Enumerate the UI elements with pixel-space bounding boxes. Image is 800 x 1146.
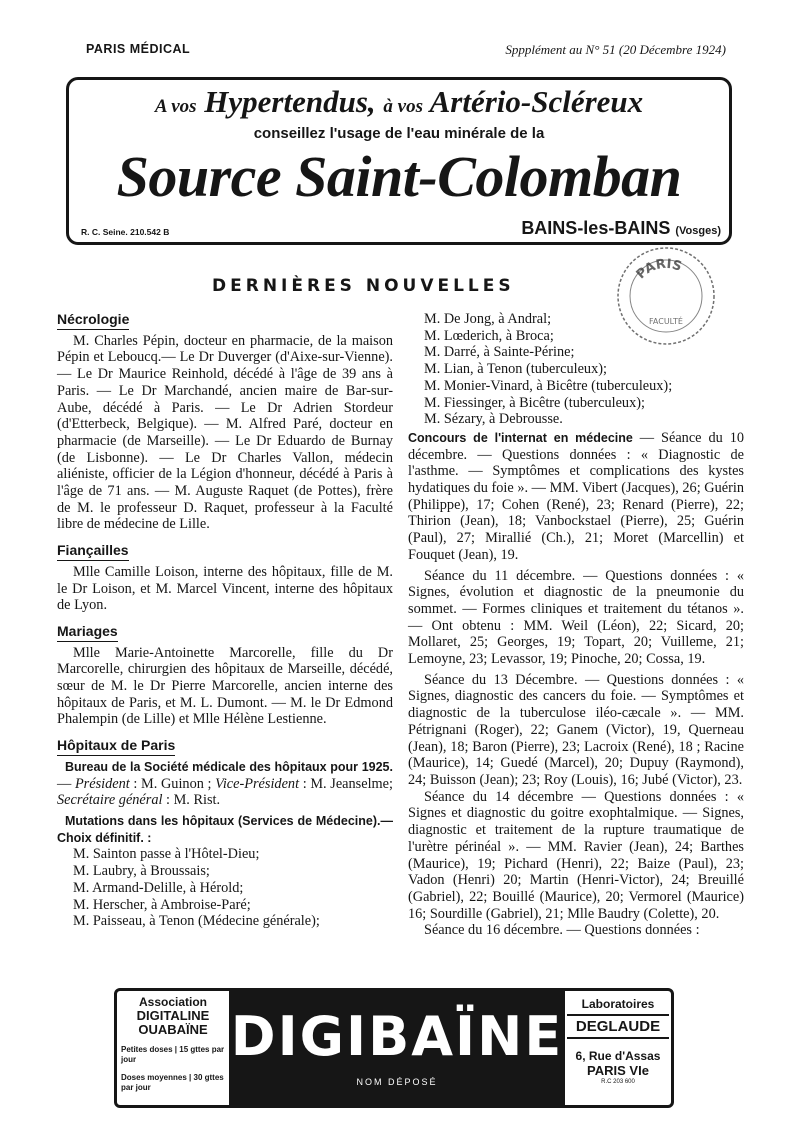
- ad-headline-part: Artério-Scléreux: [429, 84, 644, 119]
- list-item: M. Herscher, à Ambroise-Paré;: [73, 896, 251, 913]
- ad-source-saint-colomban: [66, 77, 732, 245]
- ad-town-name: BAINS-les-BAINS: [521, 218, 671, 238]
- ad-headline: [69, 84, 729, 120]
- ad-headline-part: à vos: [383, 96, 423, 117]
- list-item: M. Monier-Vinard, à Bicêtre (tuberculeux);: [424, 377, 673, 394]
- issue-info: Sppplément au N° 51 (20 Décembre 1924): [505, 42, 726, 57]
- bureau-paragraph: [57, 759, 393, 809]
- rubric-fiancailles: [57, 542, 393, 614]
- mutations-title: Mutations dans les hôpitaux (Services de Médecine).— Choix définitif. :: [57, 813, 393, 845]
- ad-lab-label: Laboratoires: [581, 997, 655, 1011]
- ad-trademark: NOM DÉPOSÉ: [356, 1077, 438, 1087]
- vice-president-name: : M. Jeanselme;: [299, 775, 393, 792]
- list-item: M. Fiessinger, à Bicêtre (tuberculeux);: [424, 394, 645, 411]
- running-header: [86, 42, 726, 62]
- secretary-label: Secrétaire général: [57, 792, 163, 809]
- ad-digibaine: [114, 988, 674, 1108]
- stamp-text-bottom: FACULTÉ: [649, 317, 683, 326]
- concours-paragraph: [408, 430, 744, 564]
- ad-brand-logo: [229, 991, 565, 1105]
- stamp-text-top: PARIS: [633, 256, 684, 283]
- ad-headline-part: Hypertendus,: [204, 84, 376, 119]
- list-item: M. Paisseau, à Tenon (Médecine générale);: [73, 913, 320, 930]
- ad-assoc-line: DIGITALINE: [136, 1008, 210, 1023]
- list-item: M. Lian, à Tenon (tuberculeux);: [424, 361, 607, 378]
- ad-lab-name: DEGLAUDE: [567, 1014, 669, 1039]
- ad-registration: R. C. Seine. 210.542 B: [81, 227, 170, 237]
- ad-headline-part: A vos: [154, 96, 197, 117]
- rubric-mariages: [57, 623, 393, 728]
- ad-address: 6, Rue d'Assas: [575, 1049, 661, 1063]
- concours-text: — Séance du 10 décembre. — Questions données : « Diagnostic de l'asthme. — Symptômes et complications des kystes hydatiques du foie ». — MM. Vibert (Jacques), 26; Guérin (Philippe), 17; Cohen (René), 23; Renard (Pierre), 22; Thirion (Jean), 18; Vanbockstael (Pierre), 25; Guérin (Paul), 27; Mirallié (Ch.), 21; Moret (Marcellin) et Fouquet (Jean), 19.: [408, 429, 744, 563]
- secretary-name: : M. Rist.: [162, 792, 221, 809]
- ad-association-panel: [117, 991, 231, 1105]
- list-item: M. Laubry, à Broussais;: [73, 863, 210, 880]
- section-title: DERNIÈRES NOUVELLES: [212, 276, 515, 296]
- ad-town: [521, 218, 721, 239]
- column-right: [408, 311, 744, 939]
- list-item: M. Sainton passe à l'Hôtel-Dieu;: [73, 846, 260, 863]
- journal-title: PARIS MÉDICAL: [86, 42, 191, 56]
- bureau-dash: —: [57, 775, 75, 792]
- rubric-title: Mariages: [57, 623, 118, 642]
- bureau-title: Bureau de la Société médicale des hôpitaux pour 1925.: [65, 759, 393, 774]
- ad-rc: R.C 203 600: [601, 1079, 635, 1085]
- list-item: M. Darré, à Sainte-Périne;: [424, 344, 575, 361]
- rubric-text: Mlle Camille Loison, interne des hôpitaux, fille de M. le Dr Loison, et M. Marcel Vincent, interne des hôpitaux de Lyon.: [57, 563, 393, 614]
- svg-text:PARIS: [634, 257, 684, 283]
- ad-dose-small: Petites doses | 15 gttes par jour: [121, 1045, 225, 1064]
- rubric-title: Nécrologie: [57, 311, 129, 330]
- column-left: [57, 311, 393, 930]
- list-item: M. Lœderich, à Broca;: [424, 327, 554, 344]
- ad-lab-panel: [565, 991, 671, 1105]
- mutations-list: [57, 846, 393, 930]
- ad-city: PARIS VIe: [587, 1063, 649, 1078]
- rubric-title: Fiançailles: [57, 542, 129, 561]
- rubric-necrologie: [57, 311, 393, 533]
- rubric-hopitaux: [57, 737, 393, 930]
- rubric-text: Mlle Marie-Antoinette Marcorelle, fille du Dr Marcorelle, chirurgien des hôpitaux de Marseille, décédé, sœur de M. le Dr Pierre Marcorelle, ancien interne des hôpitaux de Paris, et M. L. Dumont. — M. le Dr Edmond Phalempin (de Lille) et Mlle Hélène Lestienne.: [57, 644, 393, 728]
- rubric-text: M. Charles Pépin, docteur en pharmacie, de la maison Pépin et Leboucq.— Le Dr Duverger (d'Aixe-sur-Vienne). — Le Dr Maurice Reinhold, décédé à l'âge de 39 ans à Paris. — Le Dr Marchandé, ancien maire de Bar-sur-Aube, décédé à Paris. — Le Dr Adrien Stordeur (d'Etterbeck, Belgique). — M. Alfred Paré, docteur en pharmacie (de Marseille). — Le Dr Eduardo de Burnay (de Lisbonne). — Le Dr Charles Vallon, médecin aliéniste, officier de la Légion d'honneur, décédé à Paris à l'âge de 71 ans. — M. Auguste Raquet (de Pottes), frère de M. le professeur D. Raquet, professeur à la Faculté libre de médecine de Lille.: [57, 332, 393, 533]
- list-item: M. De Jong, à Andral;: [424, 311, 552, 327]
- concours-title: Concours de l'internat en médecine: [408, 430, 633, 445]
- ad-dose-medium: Doses moyennes | 30 gttes par jour: [121, 1073, 224, 1092]
- seance-14: Séance du 14 décembre — Questions données : « Signes et diagnostic du goitre exophtalmique. — Signes, diagnostic et traitement de la rupture traumatique de l'urètre périnéal ». — MM. Ravier (Jean), 24; Barthes (Maurice), 19; Pichard (Henri), 22; Baize (Paul), 23; Vadon (Henri) 20; Martin (Henri-Victor), 24; Breuillé (Gabriel), 22; Bouillé (Maurice), 20; Vermorel (Maurice) 16; Sourdille (Gabriel), 21; Mlle Baudry (Colette), 20.: [408, 788, 744, 922]
- vice-president-label: Vice-Président: [215, 775, 300, 792]
- list-item: M. Sézary, à Debrousse.: [424, 411, 563, 428]
- ad-department: (Vosges): [675, 225, 721, 237]
- seance-13: Séance du 13 Décembre. — Questions données : « Signes, diagnostic des cancers du foie. — Symptômes et diagnostic de la tuberculose iléo-cæcale ». — MM. Pétrignani (Roger), 22; Ganem (Victor), 19, Querneau (Jean), 18; Baron (Pierre), 23; Lacroix (René), 18 ; Racine (Maurice), 14; Guedé (Marcel), 20; Dupuy (Raymond), 24; Buisson (Jean); 23; Roy (Louis), 16; Jubé (Victor), 23.: [408, 671, 744, 788]
- list-item: M. Armand-Delille, à Hérold;: [73, 879, 244, 896]
- ad-brand-name: DIGIBAÏNE: [230, 1005, 564, 1068]
- seance-16: Séance du 16 décembre. — Questions données :: [424, 922, 700, 939]
- ad-brand: Source Saint-Colomban: [116, 144, 682, 209]
- ad-assoc-line: OUABAÏNE: [138, 1022, 208, 1037]
- rubric-title: Hôpitaux de Paris: [57, 737, 175, 756]
- mutations-list-continued: [408, 311, 744, 428]
- ad-subline: conseillez l'usage de l'eau minérale de la: [253, 125, 545, 142]
- president-name: : M. Guinon ;: [129, 775, 216, 792]
- president-label: Président: [74, 775, 130, 792]
- seance-11: Séance du 11 décembre. — Questions données : « Signes, évolution et diagnostic de la pneumonie du sommet. — Formes cliniques et traitement du tétanos ». — Ont obtenu : MM. Weil (Léon), 22; Sicard, 20; Mollaret, 25; Georges, 19; Topart, 20; Vuilleme, 21; Lemoyne, 23; Levassor, 19; Pinoche, 20; Cossa, 19.: [408, 567, 744, 668]
- ad-assoc-label: Association: [138, 995, 207, 1009]
